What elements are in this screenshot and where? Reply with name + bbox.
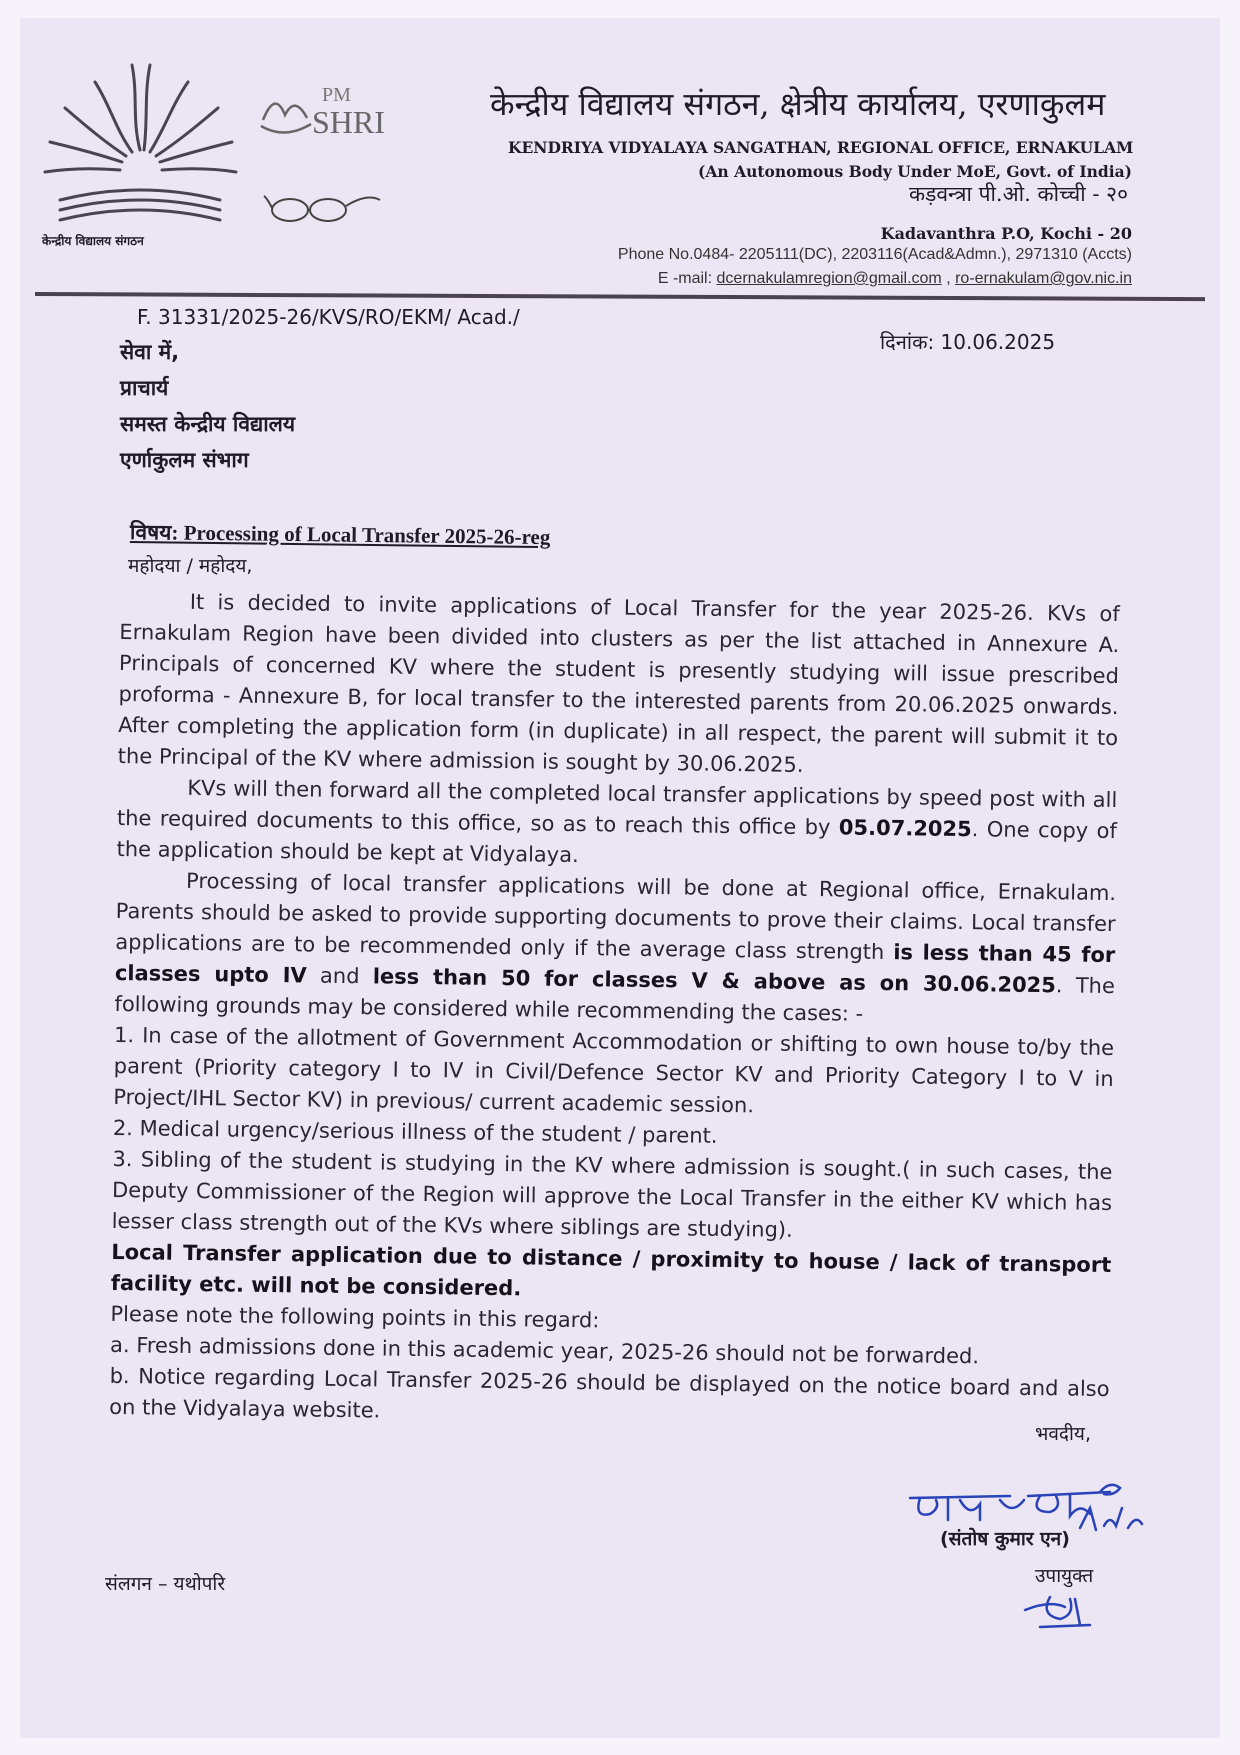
designation: उपायुक्त [1035, 1565, 1094, 1587]
ground-1: 1. In case of the allotment of Government Accommodation or shifting to own house to/by the parent (Priority category I to IV in Civil/Defence Sector KV and Priority Category I to V in Project/IHL Sector KV) in previous/ current academic session. [113, 1022, 1115, 1118]
closing: भवदीय, [1035, 1423, 1091, 1445]
org-name-hindi: केन्द्रीय विद्यालय संगठन, क्षेत्रीय कार्यालय, एरणाकुलम [490, 85, 1106, 123]
paragraph-2-text-b: . One copy of the application should be kept at Vidyalaya. [116, 817, 1118, 868]
pm-shri-shri-text: SHRI [312, 104, 385, 140]
logo-caption: केन्द्रीय विद्यालय संगठन [42, 234, 144, 248]
org-subtitle: (An Autonomous Body Under MoE, Govt. of India) [698, 162, 1132, 181]
org-name-english: KENDRIYA VIDYALAYA SANGATHAN, REGIONAL OFFICE, ERNAKULAM [508, 138, 1134, 157]
paragraph-2-deadline: 05.07.2025 [838, 815, 972, 842]
paragraph-1: It is decided to invite applications of Local Transfer for the year 2025-26. KVs of Ernakulam Region have been divided into clusters as per the list attached in Annexure A. Principals of concerned KV where the student is presently studying will issue prescribed proforma - Annexure B, for local transfer to the interested parents from 20.06.2025 onwards. After completing the application form (in duplicate) in all respect, the parent will submit it to the Principal of the KV where admission is sought by 30.06.2025. [117, 589, 1120, 777]
letter-date: दिनांक: 10.06.2025 [880, 330, 1056, 354]
address-english: Kadavanthra P.O, Kochi - 20 [880, 224, 1132, 243]
not-considered-text: Local Transfer application due to distance / proximity to house / lack of transport facility etc. will not be considered. [110, 1239, 1112, 1301]
note-intro: Please note the following points in this regard: [110, 1301, 600, 1333]
paragraph-2 [116, 772, 1117, 878]
enclosure-note: संलगन – यथोपरि [105, 1573, 226, 1595]
pm-shri-pm-text: PM [322, 84, 351, 106]
signatory-name: (संतोष कुमार एन) [940, 1528, 1070, 1550]
address-hindi: कड़वन्त्रा पी.ओ. कोच्ची - २० [909, 182, 1128, 206]
salutation: महोदया / महोदय, [128, 555, 253, 577]
phone-numbers: Phone No.0484- 2205111(DC), 2203116(Acad&Admn.), 2971310 (Accts) [617, 246, 1132, 263]
note-b: b. Notice regarding Local Transfer 2025-26 should be displayed on the notice board and also on the Vidyalaya website. [109, 1363, 1110, 1423]
paragraph-3-bold-2: less than 50 for classes V & above as on 30.06.2025 [372, 964, 1057, 998]
address-line-3: समस्त केन्द्रीय विद्यालय [120, 412, 296, 436]
address-line-2: प्राचार्य [120, 376, 169, 400]
address-line-1: सेवा में, [120, 340, 180, 364]
swachh-bharat-icon [262, 188, 382, 233]
note-a: a. Fresh admissions done in this academic year, 2025-26 should not be forwarded. [109, 1332, 980, 1369]
email-link-1[interactable]: dcernakulamregion@gmail.com [716, 270, 942, 287]
address-line-4: एर्णाकुलम संभाग [120, 448, 249, 472]
paragraph-3-bold-1: is less than 45 for classes upto IV [114, 940, 1116, 988]
file-number: F. 31331/2025-26/KVS/RO/EKM/ Acad./ [137, 305, 520, 329]
email-link-2[interactable]: ro-ernakulam@gov.nic.in [955, 270, 1132, 287]
initials-icon [1020, 1585, 1100, 1635]
kvs-logo-icon [40, 50, 240, 230]
letter-body [109, 586, 1120, 1436]
paragraph-3-mid: and [306, 963, 373, 989]
paragraph-2-text-a: KVs will then forward all the completed local transfer applications by speed post with all the required documents to this office, so as to reach this office by [116, 775, 1118, 840]
email-label: E -mail: [657, 270, 713, 287]
paragraph-3 [114, 865, 1116, 1033]
subject-line: विषय: Processing of Local Transfer 2025-26-reg [129, 520, 551, 550]
email-line [658, 270, 1132, 288]
ground-2: 2. Medical urgency/serious illness of the student / parent. [112, 1115, 718, 1148]
ground-3: 3. Sibling of the student is studying in the KV where admission is sought.( in such cases, the Deputy Commissioner of the Region will approve the Local Transfer in the either KV which has lesser class strength out of the KVs where siblings are studying). [111, 1146, 1113, 1242]
email-separator: , [941, 270, 956, 287]
paragraph-3-text-a: Processing of local transfer applications will be done at Regional office, Ernakulam. Parents should be asked to provide supporting documents to prove their claims. Local transfer applications are to be recommended only if the average class strength [115, 868, 1117, 965]
paragraph-3-text-b: . The following grounds may be considered while recommending the cases: - [114, 973, 1116, 1026]
